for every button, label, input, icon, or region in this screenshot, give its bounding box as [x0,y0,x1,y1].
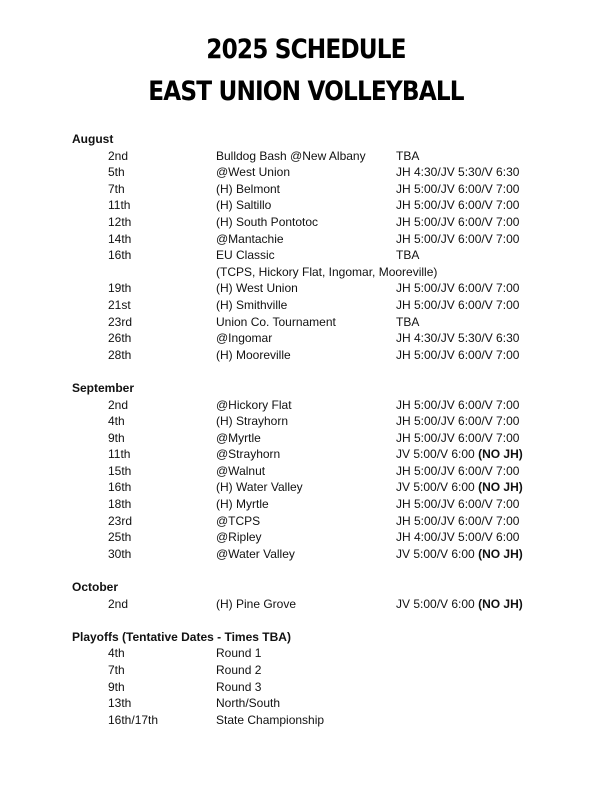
list-item [0,181,612,198]
list-item [0,446,612,463]
game-opponent: @Strayhorn [216,447,281,462]
game-time [396,214,519,231]
game-opponent: @Water Valley [216,546,295,561]
game-time [396,148,419,165]
game-date: 23rd [108,513,133,528]
game-date: 9th [108,430,125,445]
game-date: 16th/17th [108,712,159,727]
game-time-text: JH 5:00/JV 6:00/V 7:00 [396,347,520,362]
game-time-text: JH 5:00/JV 6:00/V 7:00 [396,198,520,213]
list-item [0,214,612,231]
game-opponent: @Mantachie [216,231,284,246]
no-jh-note: (NO JH) [478,480,523,495]
game-opponent: @Myrtle [216,430,261,445]
game-time-text: JH 5:00/JV 6:00/V 7:00 [396,414,520,429]
game-time-text: JH 5:00/JV 6:00/V 7:00 [396,497,520,512]
game-date: 14th [108,231,132,246]
game-time [396,314,419,331]
game-time [396,430,519,447]
section-heading-playoffs: Playoffs (Tentative Dates - Times TBA) [72,629,291,644]
game-date: 2nd [108,397,129,412]
list-item [0,513,612,530]
game-time-text: JH 5:00/JV 6:00/V 7:00 [396,214,520,229]
game-opponent: (H) Saltillo [216,198,272,213]
game-time [396,546,523,563]
game-opponent: (H) Strayhorn [216,414,289,429]
game-time-text: JH 5:00/JV 6:00/V 7:00 [396,297,520,312]
schedule-title: 2025 SCHEDULE [206,34,406,65]
game-date: 13th [108,696,132,711]
game-time-text: JH 5:00/JV 6:00/V 7:00 [396,463,520,478]
list-item [0,546,612,563]
game-date: 7th [108,663,125,677]
game-date: 5th [108,165,125,180]
game-opponent: (H) South Pontotoc [216,214,319,229]
game-opponent: (H) Pine Grove [216,596,297,611]
game-time [396,496,519,513]
game-opponent: EU Classic [216,248,275,263]
no-jh-note: (NO JH) [478,546,523,561]
game-time-text: JH 5:00/JV 6:00/V 7:00 [396,281,520,296]
game-opponent: Union Co. Tournament [216,314,336,329]
no-jh-note: (NO JH) [478,447,523,462]
game-opponent: @West Union [216,165,290,180]
game-time [396,297,519,314]
game-time-text: TBA [396,314,420,329]
game-opponent: @Ingomar [216,331,273,346]
game-date: 18th [108,497,132,512]
game-time-text: JH 5:00/JV 6:00/V 7:00 [396,513,520,528]
game-time [396,197,519,214]
game-date: 9th [108,679,125,694]
game-time [396,446,523,463]
game-time [396,181,519,198]
game-date: 12th [108,214,132,229]
game-date: 16th [108,480,132,495]
list-item [0,479,612,496]
game-date: 21st [108,297,131,312]
game-time-text: JH 4:30/JV 5:30/V 6:30 [396,331,520,346]
game-time-text: JH 4:00/JV 5:00/V 6:00 [396,530,520,545]
game-opponent: @Ripley [216,530,262,545]
list-item [0,397,612,414]
game-opponent: @TCPS [216,513,261,528]
game-time [396,347,519,364]
game-date: 2nd [108,596,129,611]
game-date: 25th [108,530,132,545]
list-item [0,695,612,712]
team-title: EAST UNION VOLLEYBALL [148,76,464,107]
game-time-text: JV 5:00/V 6:00 [396,596,475,611]
game-time-text: JH 5:00/JV 6:00/V 7:00 [396,181,520,196]
game-time-text: JH 4:30/JV 5:30/V 6:30 [396,165,520,180]
playoff-round: Round 1 [216,646,262,661]
game-opponent: (H) West Union [216,281,298,296]
game-time [396,479,523,496]
game-time-text: TBA [396,148,420,163]
game-opponent: (H) Water Valley [216,480,303,495]
game-opponent: (H) Smithville [216,297,288,312]
game-date: 19th [108,281,132,296]
game-time [396,513,519,530]
list-item [0,164,612,181]
game-time [396,280,519,297]
game-date: 4th [108,414,125,429]
list-item [0,662,612,679]
game-opponent: @Walnut [216,463,266,478]
game-opponent: Bulldog Bash @New Albany [216,148,366,163]
game-time [396,413,519,430]
list-item [0,247,612,264]
game-opponent: (H) Belmont [216,181,281,196]
list-item [0,679,612,696]
section-heading-october: October [72,580,119,595]
game-date: 26th [108,331,132,346]
game-opponent: @Hickory Flat [216,397,292,412]
game-time-text: JH 5:00/JV 6:00/V 7:00 [396,430,520,445]
list-item [0,496,612,513]
game-time-text: JV 5:00/V 6:00 [396,480,475,495]
game-time [396,397,519,414]
section-heading-august: August [72,132,114,146]
game-opponent: (H) Mooreville [216,347,291,362]
list-item [0,430,612,447]
game-date: 11th [108,447,131,462]
list-item [0,197,612,214]
game-date: 7th [108,181,125,196]
playoff-round: Round 2 [216,663,262,677]
list-item [0,314,612,331]
game-time-text: JV 5:00/V 6:00 [396,546,475,561]
game-time [396,231,519,248]
playoff-round: State Championship [216,712,325,727]
list-item [0,712,612,729]
list-item [0,148,612,165]
game-date: 28th [108,347,132,362]
game-time-text: JH 5:00/JV 6:00/V 7:00 [396,397,520,412]
game-time [396,529,519,546]
game-time [396,596,523,613]
game-date: 4th [108,646,125,661]
game-time-text: JV 5:00/V 6:00 [396,447,475,462]
game-time [396,463,519,480]
no-jh-note: (NO JH) [478,596,523,611]
list-item [0,280,612,297]
classic-teams-note: (TCPS, Hickory Flat, Ingomar, Mooreville) [216,264,438,279]
schedule-list [0,131,612,728]
list-item [0,413,612,430]
list-item [0,463,612,480]
list-item [0,347,612,364]
playoff-round: North/South [216,696,281,711]
playoff-round: Round 3 [216,679,262,694]
list-item [0,529,612,546]
game-date: 16th [108,248,132,263]
game-date: 11th [108,198,131,213]
game-opponent: (H) Myrtle [216,497,269,512]
game-time [396,247,419,264]
game-date: 30th [108,546,132,561]
list-item [0,264,612,281]
game-date: 15th [108,463,132,478]
game-time [396,330,519,347]
game-time-text: TBA [396,248,420,263]
list-item [0,297,612,314]
list-item [0,596,612,613]
section-heading-september: September [72,380,135,395]
game-time-text: JH 5:00/JV 6:00/V 7:00 [396,231,520,246]
game-date: 2nd [108,148,129,163]
list-item [0,330,612,347]
list-item [0,645,612,662]
list-item [0,231,612,248]
game-date: 23rd [108,314,133,329]
game-time [396,164,519,181]
